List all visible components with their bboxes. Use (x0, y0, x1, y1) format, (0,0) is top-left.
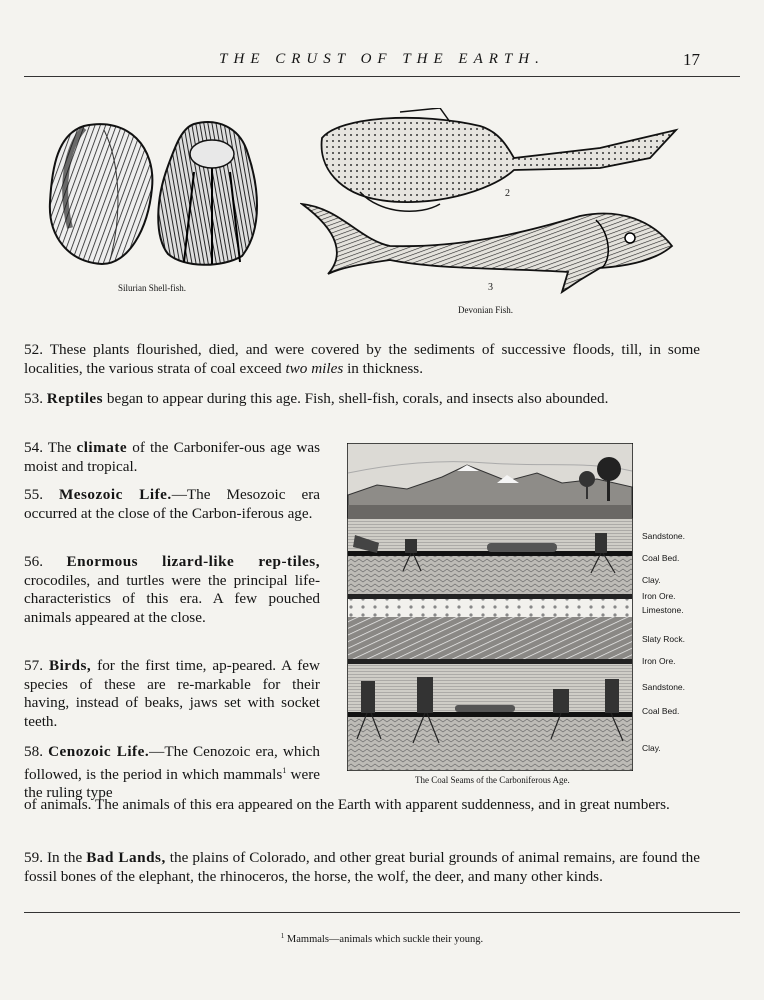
page-number: 17 (683, 50, 700, 69)
paragraph-55: 55. Mesozoic Life.—The Mesozoic era occurred at the close of the Carbon-iferous age. (24, 486, 321, 522)
paragraph-59: 59. In the Bad Lands, the plains of Colorado, and other great burial grounds of animal remains, are found the fossil bones of the elephant, the rhinoceros, the horse, the wolf, the deer, and many other kinds. (24, 849, 700, 885)
header-rule (24, 76, 740, 77)
paragraph-56: 56. Enormous lizard-like rep-tiles, crocodiles, and turtles were the principal life-characteristics of this era. A few pouched animals appeared at the close. (24, 553, 320, 626)
silurian-shellfish-illustration (44, 118, 276, 270)
fish-figure-number-2: 2 (505, 188, 510, 199)
strata-label: Iron Ore. (642, 591, 676, 601)
footnote: $^1$ Mammals—animals which suckle their young. (280, 932, 484, 945)
shellfish-caption: Silurian Shell-fish. (118, 283, 186, 293)
paragraph-57: 57. Birds, for the first time, ap-peared. A few species of these are re-markable for their having, instead of beaks, jaws set with socket teeth. (24, 657, 321, 730)
paragraph-54: 54. The climate of the Carbonifer-ous age was moist and tropical. (24, 439, 321, 475)
strata-label: Limestone. (642, 605, 684, 615)
strata-label: Coal Bed. (642, 553, 680, 563)
strata-label: Clay. (642, 575, 661, 585)
running-header: THE CRUST OF THE EARTH. (219, 51, 545, 67)
paragraph-53: 53. Reptiles began to appear during this age. Fish, shell-fish, corals, and insects also abounded. (24, 390, 609, 407)
strata-label: Clay. (642, 743, 661, 753)
strata-label: Iron Ore. (642, 656, 676, 666)
strata-label: Coal Bed. (642, 706, 680, 716)
devonian-fish-illustration (300, 108, 680, 298)
paragraph-58-end: of animals. The animals of this era appeared on the Earth with apparent suddenness, and in great numbers. (24, 796, 670, 813)
fish-figure-number-3: 3 (488, 282, 493, 293)
strata-label: Sandstone. (642, 531, 686, 541)
strata-label: Slaty Rock. (642, 634, 685, 644)
coal-seams-illustration (347, 443, 633, 771)
coal-seams-caption: The Coal Seams of the Carboniferous Age. (415, 775, 570, 785)
fish-caption: Devonian Fish. (458, 305, 513, 315)
strata-label: Sandstone. (642, 682, 686, 692)
paragraph-52: 52. These plants flourished, died, and were covered by the sediments of successive floods, till, in some localities, the various strata of coal exceed two miles in thickness. (24, 341, 700, 377)
paragraph-58-start: 58. Cenozoic Life.—The Cenozoic era, which followed, is the period in which mammals$^1$ were the ruling type (24, 743, 321, 801)
footnote-rule (24, 912, 740, 913)
